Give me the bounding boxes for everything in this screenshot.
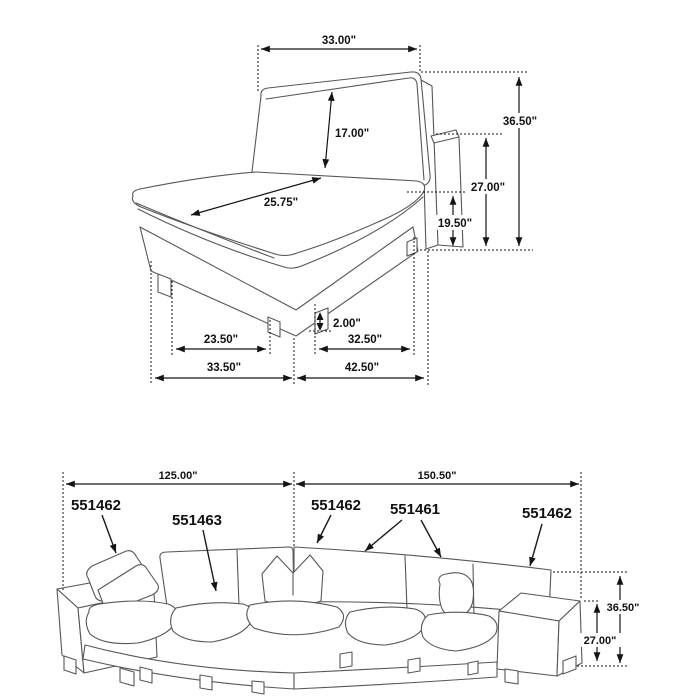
dim-left-section-width-label: 125.00" [158, 470, 198, 482]
dim-seat-height-label: 19.50" [437, 218, 473, 230]
sku-callout-arrow [317, 515, 331, 543]
sectional-pillow [439, 573, 474, 616]
dim-side-leg-spacing-label: 32.50" [347, 334, 383, 346]
sectional-leg [140, 667, 152, 683]
sectional-leg [505, 669, 518, 684]
sectional-leg [120, 668, 134, 686]
dim-seat-depth-label: 25.75" [263, 197, 299, 209]
sku-callout-arrow [421, 520, 441, 557]
dim-sofa-overall-height-label: 36.50" [606, 602, 640, 614]
sectional-seat-cushion [421, 612, 497, 651]
sku-callout-arrow [365, 520, 402, 551]
sku-label-right-arm-module: 551462 [521, 505, 573, 522]
chair-leg-front-center-right [315, 308, 328, 334]
dim-leg-height-label: 2.00" [333, 318, 361, 330]
sectional-right-arm-front [497, 611, 559, 676]
sku-label-armless-modules-right: 551461 [389, 501, 441, 518]
sectional-leg [468, 661, 478, 675]
sku-callout-arrow [102, 515, 116, 553]
dim-right-section-width-label: 150.50" [417, 470, 457, 482]
sku-label-corner-module: 551462 [310, 497, 362, 514]
dim-overall-depth-label: 42.50" [344, 362, 380, 374]
dim-back-width-label: 33.00" [321, 35, 357, 47]
sku-callout-arrow [530, 524, 542, 566]
chair-seat-cushion [132, 172, 424, 256]
sectional-leg [200, 675, 212, 690]
dim-front-leg-spacing-label: 23.50" [203, 334, 239, 346]
dim-sofa-arm-height-label: 27.00" [583, 635, 617, 647]
sectional-leg [340, 652, 352, 668]
dim-base-width-label: 33.50" [206, 362, 242, 374]
sectional-right-base [294, 662, 497, 689]
chair-back-frame-ledge [431, 130, 459, 143]
sku-label-left-arm-module: 551462 [70, 497, 122, 514]
sectional-seat-cushion [171, 603, 253, 642]
dim-overall-height-label: 36.50" [502, 116, 538, 128]
sectional-seat-cushion [86, 601, 177, 644]
sectional-leg [252, 681, 264, 694]
sectional-leg [408, 658, 420, 673]
sku-label-armless-module-left: 551463 [171, 512, 223, 529]
sectional-seat-cushion [345, 607, 425, 645]
sectional-drawing [57, 547, 582, 694]
dim-back-cushion-height-label: 17.00" [335, 128, 370, 140]
sectional-corner-seat-cushion [247, 601, 344, 635]
dim-back-frame-height-label: 27.00" [470, 182, 506, 194]
